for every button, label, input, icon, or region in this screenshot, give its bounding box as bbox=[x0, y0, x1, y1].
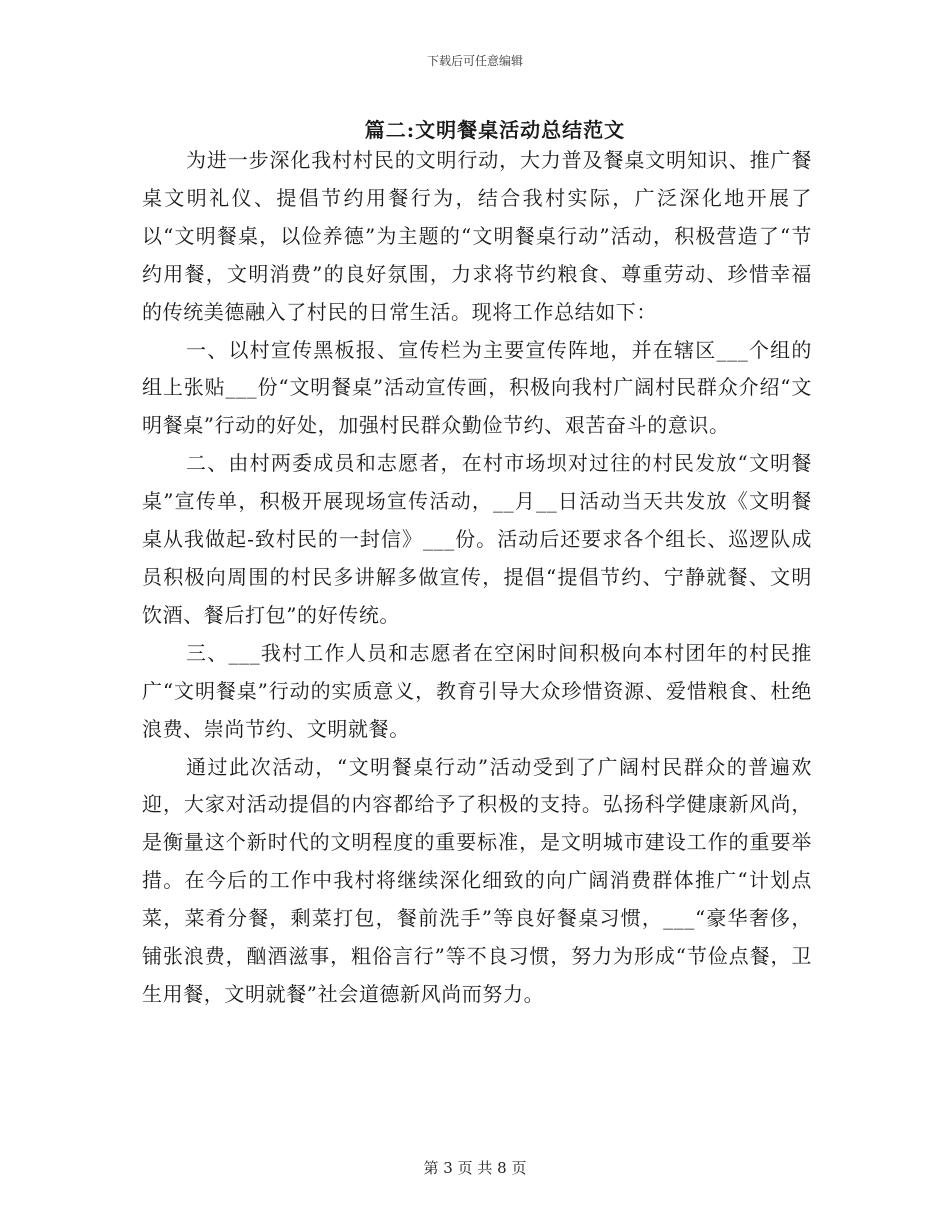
page-number: 第 3 页 共 8 页 bbox=[423, 1159, 527, 1177]
paragraph-item-1: 一、以村宣传黑板报、宣传栏为主要宣传阵地，并在辖区___个组的组上张贴___份“文明餐桌”活动宣传画，积极向我村广阔村民群众介绍“文明餐桌”行动的好处，加强村民群众勤俭节约、艰苦奋斗的意识。 bbox=[142, 337, 812, 438]
paragraph-item-3: 三、___我村工作人员和志愿者在空闲时间积极向本村团年的村民推广“文明餐桌”行动的实质意义，教育引导大众珍惜资源、爱惜粮食、杜绝浪费、崇尚节约、文明就餐。 bbox=[142, 640, 812, 741]
paragraph-conclusion: 通过此次活动，“文明餐桌行动”活动受到了广阔村民群众的普遍欢迎，大家对活动提倡的内容都给予了积极的支持。弘扬科学健康新风尚，是衡量这个新时代的文明程度的重要标准，是文明城市建设工作的重要举措。在今后的工作中我村将继续深化细致的向广阔消费群体推广“计划点菜，菜肴分餐，剩菜打包，餐前洗手”等良好餐桌习惯，___“豪华奢侈，铺张浪费，酗酒滋事，粗俗言行”等不良习惯，努力为形成“节俭点餐，卫生用餐，文明就餐”社会道德新风尚而努力。 bbox=[142, 754, 812, 1006]
document-title: 篇二:文明餐桌活动总结范文 bbox=[364, 118, 626, 142]
header-note: 下载后可任意编辑 bbox=[426, 54, 523, 68]
paragraph-intro: 为进一步深化我村村民的文明行动，大力普及餐桌文明知识、推广餐桌文明礼仪、提倡节约用餐行为，结合我村实际，广泛深化地开展了以“文明餐桌，以俭养德”为主题的“文明餐桌行动”活动，积极营造了“节约用餐，文明消费”的良好氛围，力求将节约粮食、尊重劳动、珍惜幸福的传统美德融入了村民的日常生活。现将工作总结如下： bbox=[142, 148, 812, 324]
paragraph-item-2: 二、由村两委成员和志愿者，在村市场坝对过往的村民发放“文明餐桌”宣传单，积极开展现场宣传活动，__月__日活动当天共发放《文明餐桌从我做起-致村民的一封信》___份。活动后还要求各个组长、巡逻队成员积极向周围的村民多讲解多做宣传，提倡“提倡节约、宁静就餐、文明饮酒、餐后打包”的好传统。 bbox=[142, 451, 812, 627]
document-body bbox=[142, 142, 812, 1014]
